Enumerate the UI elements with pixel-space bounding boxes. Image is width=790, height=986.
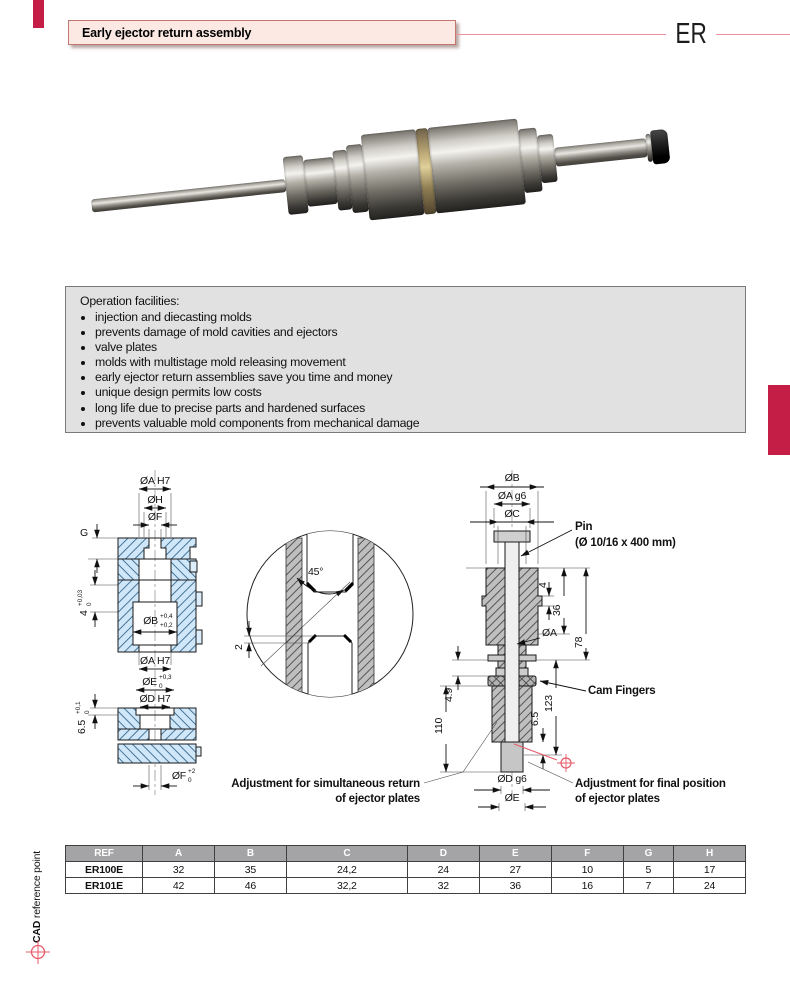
col-d: D [407,846,479,862]
dim-label-dia-d-r: ØD g6 [497,773,527,785]
technical-drawings [60,455,760,815]
section-ref-row [456,17,790,50]
dim-label-4: 4 [78,610,90,616]
dim-label-dia-a2: ØA [542,627,557,639]
value-cell: 24 [407,862,479,878]
dim-label-4-r: 4 [537,582,549,588]
col-b: B [214,846,286,862]
dim-label-123: 123 [543,695,555,712]
adjustment-final-line2: of ejector plates [575,793,660,805]
col-f: F [551,846,623,862]
dim-label-110: 110 [433,717,445,734]
cad-reference-label [31,841,45,953]
dim-label-dia-a-mid: ØA H7 [140,655,170,667]
operation-list [80,310,731,431]
col-e: E [479,846,551,862]
left-section-drawing [75,470,202,795]
dim-tol: +0,03 [77,589,84,606]
value-cell: 42 [143,878,215,894]
value-cell: 10 [551,862,623,878]
dim-label-dia-b: ØB [143,615,158,627]
cad-reference-mark [557,754,575,772]
value-cell: 17 [674,862,746,878]
photo-rod-right [554,138,647,167]
dim-tol: +2 [188,768,196,775]
col-a: A [143,846,215,862]
value-cell: 24,2 [286,862,407,878]
operation-facilities-box [65,286,746,433]
dim-tol: +0,3 [159,674,172,681]
photo-cylinder-right [427,118,525,213]
dim-tol: +0,1 [75,701,82,714]
page-title: Early ejector return assembly [82,25,252,40]
value-cell: 16 [551,878,623,894]
cad-reference-label-rest: reference point [31,851,43,921]
cam-fingers-label: Cam Fingers [588,685,656,697]
operation-item: • prevents valuable mold components from mechanical damage [95,416,731,431]
header-rule-right [716,34,790,35]
adjustment-simultaneous-line2: of ejector plates [335,793,420,805]
chapter-tab [768,385,790,455]
corner-accent-bar [33,0,44,28]
page-title-box [68,20,456,45]
operation-item: • valve plates [95,340,731,355]
dim-label-dia-c: ØC [504,508,520,520]
dim-label-49: 4.9 [443,688,455,702]
col-c: C [286,846,407,862]
detail-circle-drawing [233,528,413,700]
dim-tol: 0 [188,777,192,784]
header-rule-left [456,34,666,35]
dim-label-65: 6.5 [76,720,88,734]
operation-title: Operation facilities: [80,294,180,308]
operation-item: • early ejector return assemblies save you time and money [95,370,731,385]
table-row [66,862,746,878]
operation-item: • unique design permits low costs [95,385,731,400]
photo-cylinder-left [361,129,425,220]
dim-label-2: 2 [233,644,245,650]
cad-reference-label-bold: CAD [31,920,43,943]
dim-label-65-r: 6.5 [529,712,541,726]
value-cell: 32 [407,878,479,894]
assembly-body [83,52,738,293]
operation-item: • injection and diecasting molds [95,310,731,325]
dim-label-dia-e: ØE [142,676,157,688]
dim-tol: +0,4 [160,613,173,620]
photo-ring-2 [303,157,338,207]
dim-label-36: 36 [551,604,563,616]
ref-cell: ER101E [66,878,143,894]
value-cell: 32 [143,862,215,878]
section-code: ER [675,17,707,50]
photo-left-fade [86,157,164,187]
operation-item: • long life due to precise parts and hardened surfaces [95,401,731,416]
product-photo [90,85,730,260]
photo-end-cap [650,128,670,164]
dim-label-45deg: 45° [308,566,324,578]
pin-size-label: (Ø 10/16 x 400 mm) [575,537,676,549]
dim-label-g: G [80,527,88,539]
dim-label-dia-e-r: ØE [504,792,520,804]
dim-label-dia-b-r: ØB [504,472,520,484]
value-cell: 24 [674,878,746,894]
dim-label-78: 78 [573,636,585,648]
value-cell: 32,2 [286,878,407,894]
value-cell: 35 [214,862,286,878]
dim-label-dia-a-top: ØA H7 [140,475,170,487]
col-h: H [674,846,746,862]
col-g: G [623,846,673,862]
adjustment-final-line1: Adjustment for final position [575,778,726,790]
table-row [66,878,746,894]
adjustment-simultaneous-line1: Adjustment for simultaneous return [231,778,420,790]
value-cell: 7 [623,878,673,894]
value-cell: 5 [623,862,673,878]
operation-item: • molds with multistage mold releasing movement [95,355,731,370]
value-cell: 27 [479,862,551,878]
dim-tol: +0,2 [160,622,173,629]
dim-label-dia-a-r: ØA g6 [497,490,527,502]
operation-item: • prevents damage of mold cavities and ejectors [95,325,731,340]
dim-tol: 0 [86,602,93,606]
value-cell: 36 [479,878,551,894]
dim-label-dia-d: ØD H7 [139,693,171,705]
pin-label: Pin [575,521,593,533]
dim-tol: 0 [84,710,91,714]
cad-reference-crosshair-icon [24,938,52,966]
dim-label-dia-h: ØH [147,494,163,506]
dim-tol: 0 [159,683,163,690]
value-cell: 46 [214,878,286,894]
dim-label-dia-f: ØF [147,511,163,523]
ref-cell: ER100E [66,862,143,878]
dim-label-dia-f2: ØF [171,770,186,782]
spec-table [65,845,746,894]
col-ref: REF [66,846,143,862]
table-header-row [66,846,746,862]
